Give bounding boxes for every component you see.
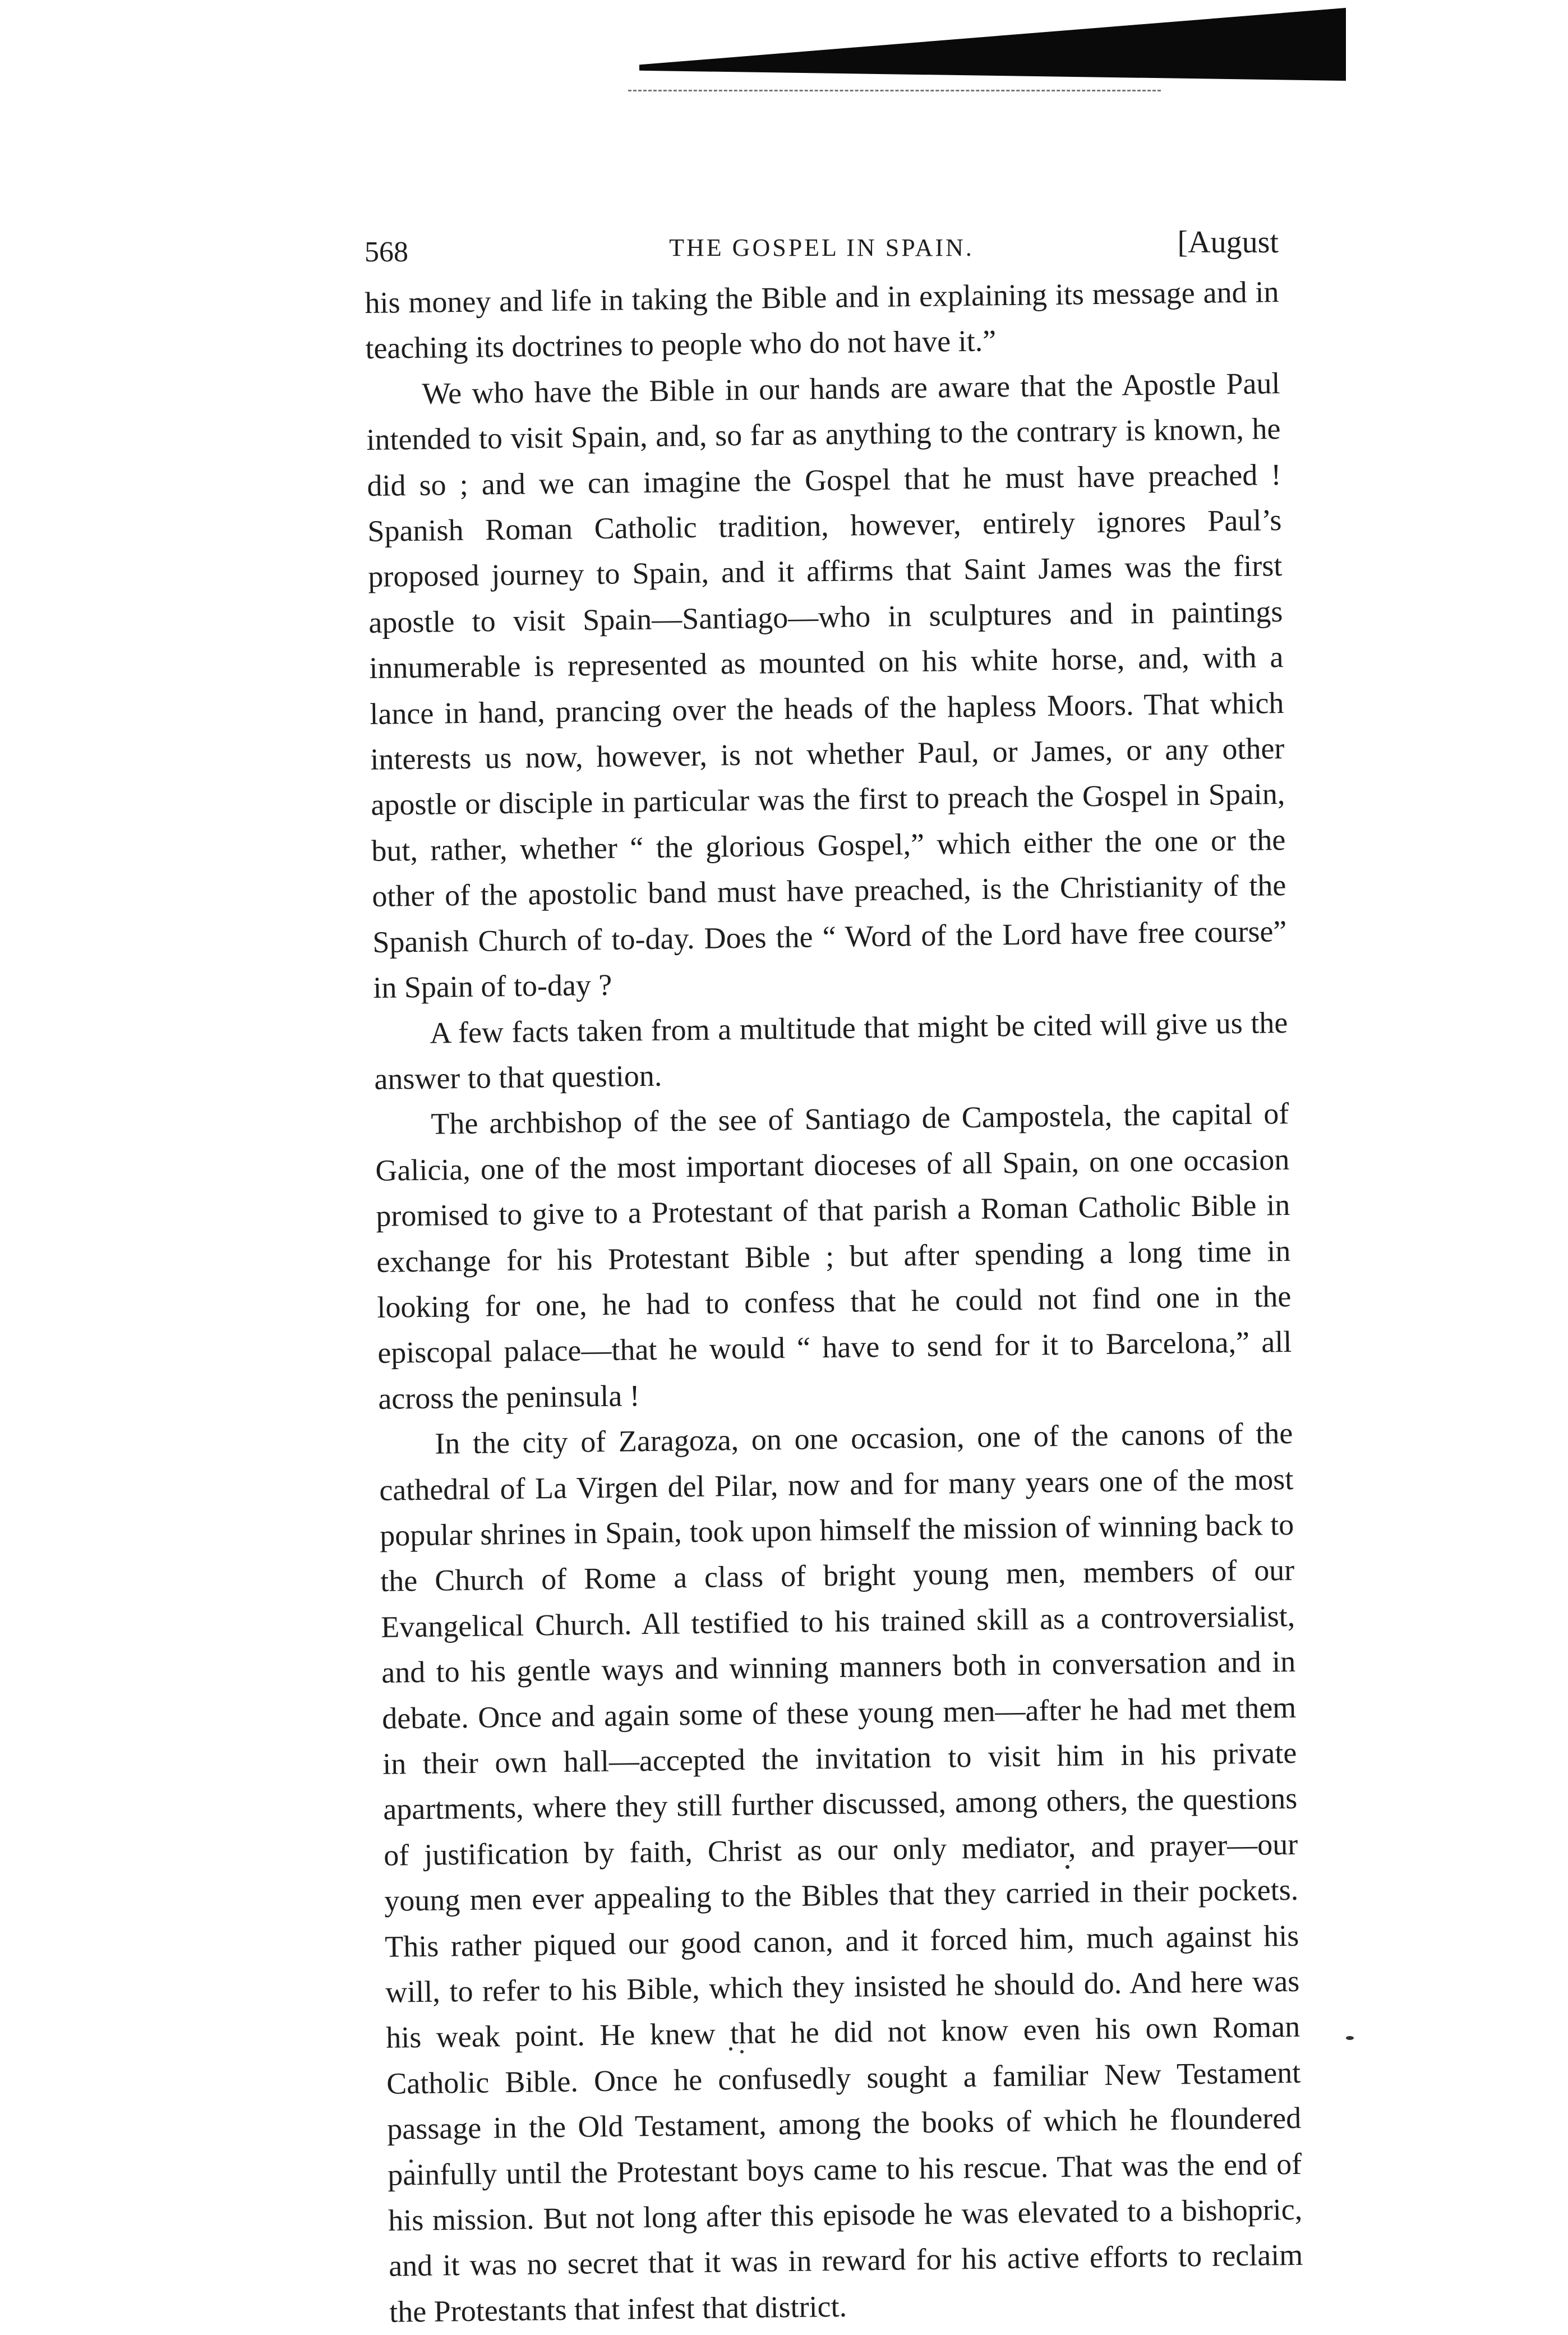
- paragraph: A few facts taken from a multitude that might be cited will give us the answer to that question.: [374, 1005, 1288, 1096]
- article-body: [365, 269, 1304, 2335]
- paragraph: In the city of Zaragoza, on one occasion, one of the canons of the cathedral of La Virgen del Pilar, now and for many years one of the most popular shrines in Spain, took upon himself the mission of winning back to the Church of Rome a class of bright young men, members of our Evangelical Church. All testified to his trained skill as a controversialist, and to his gentle ways and winning manners both in conversation and in debate. Once and again some of these young men—after he had met them in their own hall—accepted the invitation to visit him in his private apartments, where they still further discussed, among others, the questions of justification by faith, Christ as our only mediator, and prayer—our young men ever appealing to the Bibles that they carried in their pockets. This rather piqued our good canon, and it forced him, much against his will, to refer to his Bible, which they insisted he should do. And here was his weak point. He knew that he did not know even his own Roman Catholic Bible. Once he confusedly sought a familiar New Testament passage in the Old Testament, among the books of which he floundered painfully until the Protestant boys came to his rescue. That was the end of his mission. But not long after this episode he was elevated to a bishopric, and it was no secret that it was in reward for his active efforts to reclaim the Protestants that infest that district.: [379, 1416, 1303, 2329]
- scan-shadow-bar: [639, 8, 1346, 81]
- page-number: 568: [365, 236, 408, 268]
- paragraph: The archbishop of the see of Santiago de Campostela, the capital of Galicia, one of the most important dioceses of all Spain, on one occasion promised to give to a Protestant of that parish a Roman Catholic Bible in exchange for his Protestant Bible ; but after spending a long time in looking for one, he had to confess that he could not find one in the episcopal palace—that he would “ have to send for it to Barcelona,” all across the peninsula !: [375, 1097, 1292, 1416]
- scan-speck: [1346, 2036, 1354, 2040]
- running-title: THE GOSPEL IN SPAIN.: [669, 234, 974, 261]
- paragraph: We who have the Bible in our hands are aware that the Apostle Paul intended to visit Spain, and, so far as anything to the contrary is known, he did so ; and we can imagine the Gospel that he must have preached ! Spanish Roman Catholic tradition, however, entirely ignores Paul’s proposed journey to Spain, and it affirms that Saint James was the first apostle to visit Spain—Santiago—who in sculptures and in paintings innumerable is represented as mounted on his white horse, and, with a lance in hand, prancing over the heads of the hapless Moors. That which interests us now, however, is not whether Paul, or James, or any other apostle or disciple in particular was the first to preach the Gospel in Spain, but, rather, whether “ the glorious Gospel,” which either the one or the other of the apostolic band must have preached, is the Christianity of the Spanish Church of to-day. Does the “ Word of the Lord have free course” in Spain of to-day ?: [366, 366, 1287, 1005]
- running-head: [365, 224, 1279, 275]
- running-month: [August: [1177, 225, 1279, 260]
- scan-rule-line: [628, 90, 1161, 91]
- paragraph-continuation: his money and life in taking the Bible and in explaining its message and in teaching its doctrines to people who do not have it.”: [365, 275, 1279, 366]
